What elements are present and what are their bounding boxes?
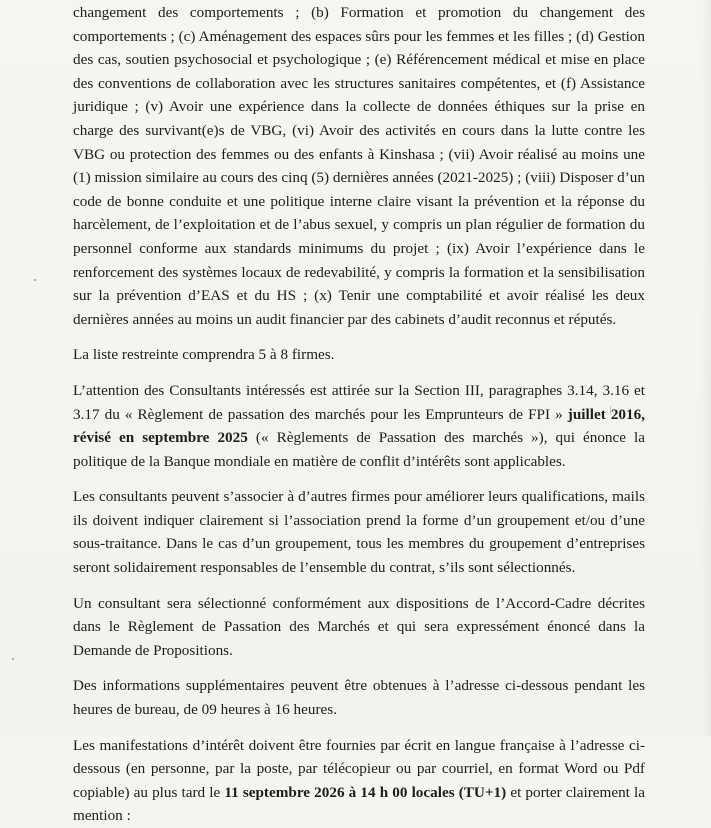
scan-speck (12, 658, 14, 660)
submission-text-2: et porter clairement la mention : (73, 783, 645, 825)
eligibility-criteria-paragraph: changement des comportements ; (b) Formation et promotion du changement des comportements ; (c) Aménagement des espaces sûrs pour les femmes et les filles ; (d) Gestion des cas, soutien psychosocial et psychologique ; (e) Référencement médical et mise en place des conventions de collaboration avec les structures sanitaires compétentes, et (f) Assistance juridique ; (v) Avoir une expérience dans la collecte de données éthiques sur la prise en charge des survivant(e)s de VBG, (vi) Avoir des activités en cours dans la lutte contre les VBG ou protection des femmes ou des enfants à Kinshasa ; (vii) Avoir réalisé au moins une (1) mission similaire au cours des cinq (5) dernières années (2021-2025) ; (viii) Disposer d’un code de bonne conduite et une politique interne claire visant la prévention et la réponse du harcèlement, de l’exploitation et de l’abus sexuel, y compris un plan régulier de formation du personnel conforme aux standards minimums du projet ; (ix) Avoir l’expérience dans le renforcement des systèmes locaux de redevabilité, y compris la formation et la sensibilisation sur la prévention d’EAS et du HS ; (x) Tenir une comptabilité et avoir réalisé les deux dernières années au moins un audit financier par des cabinets d’audit reconnus et réputés. (73, 4, 645, 328)
regulation-date-bold: juillet 2016, révisé en septembre 2025 (73, 405, 645, 447)
information-paragraph: Des informations supplémentaires peuvent être obtenues à l’adresse ci-dessous pendant les heures de bureau, de 09 heures à 16 heures. (73, 677, 645, 719)
submission-text-1: Les manifestations d’intérêt doivent être fournies par écrit en langue française à l’adresse ci-dessous (en personne, par la poste, par télécopieur ou par courriel, en format Word ou Pdf copiable) au plus tard le (73, 736, 645, 801)
conflict-of-interest-text-2: (« Règlements de Passation des marchés »), qui énonce la politique de la Banque mondiale en matière de conflit d’intérêts sont applicables. (73, 429, 645, 470)
conflict-of-interest-text-1: L’attention des Consultants intéressés est attirée sur la Section III, paragraphes 3.14, 3.16 et 3.17 du « Règlement de passation des marchés pour les Emprunteurs de FPI » (73, 381, 645, 423)
document-body (73, 1, 645, 828)
selection-paragraph: Un consultant sera sélectionné conformément aux dispositions de l’Accord-Cadre décrites dans le Règlement de Passation des Marchés et qui sera expressément énoncé dans la Demande de Propositions. (73, 594, 645, 659)
conflict-of-interest-paragraph (73, 379, 645, 473)
association-paragraph: Les consultants peuvent s’associer à d’autres firmes pour améliorer leurs qualifications, mails ils doivent indiquer clairement si l’association prend la forme d’un groupement et/ou d’une sous-traitance. Dans le cas d’un groupement, tous les membres du groupement d’entreprises seront solidairement responsables de l’ensemble du contrat, s’ils sont sélectionnés. (73, 488, 645, 577)
shortlist-paragraph: La liste restreinte comprendra 5 à 8 firmes. (73, 346, 335, 364)
submission-deadline-bold: 11 septembre 2026 à 14 h 00 locales (TU+1) (224, 783, 507, 801)
page-edge-shadow (701, 0, 711, 736)
scan-speck (34, 279, 36, 281)
submission-paragraph (73, 734, 645, 828)
